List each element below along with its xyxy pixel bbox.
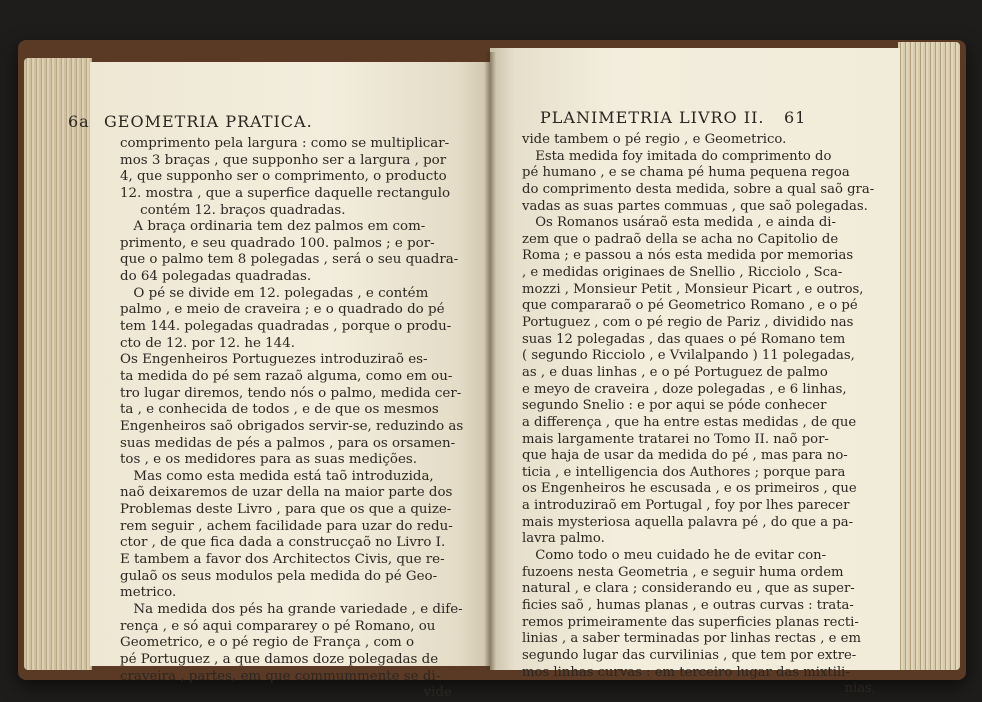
text-line: mozzi , Monsieur Petit , Monsieur Picart , e outros, bbox=[522, 281, 864, 297]
text-line: e meyo de craveira , doze polegadas , e 6 linhas, bbox=[522, 381, 847, 397]
text-line: Portuguez , com o pé regio de Pariz , dividido nas bbox=[522, 315, 854, 331]
text-line: suas medidas de pés a palmos , para os orsamen- bbox=[120, 435, 456, 451]
right-page-number: 61 bbox=[784, 108, 807, 127]
text-line: lavra palmo. bbox=[522, 531, 605, 547]
text-line: natural , e clara ; considerando eu , que as super- bbox=[522, 581, 855, 597]
book-gutter bbox=[484, 52, 496, 670]
text-line: gulaõ os seus modulos pela medida do pé Geo- bbox=[120, 568, 438, 584]
left-page-number: 6a bbox=[68, 112, 90, 131]
text-line: ctor , de que fica dada a construcçaõ no Livro I. bbox=[120, 535, 446, 551]
text-line: as , e duas linhas , e o pé Portuguez de palmo bbox=[522, 364, 828, 380]
text-line: mais largamente tratarei no Tomo II. naõ por- bbox=[522, 431, 829, 447]
text-line: Esta medida foy imitada do comprimento do bbox=[535, 148, 832, 164]
text-line: contém 12. braços quadradas. bbox=[140, 202, 346, 218]
text-line: E tambem a favor dos Architectos Civis, que re- bbox=[120, 552, 445, 568]
left-running-head: GEOMETRIA PRATICA. bbox=[104, 112, 313, 131]
text-line: ta , e conhecida de todos , e de que os mesmos bbox=[120, 402, 439, 418]
text-line: ticia , e intelligencia dos Authores ; porque para bbox=[522, 464, 846, 480]
text-line: pé Portuguez , a que damos doze polegadas de bbox=[120, 651, 439, 667]
text-line: Como todo o meu cuidado he de evitar con- bbox=[535, 548, 827, 564]
text-line: Problemas deste Livro , para que os que a quize- bbox=[120, 502, 452, 518]
text-line: Engenheiros saõ obrigados servir-se, reduzindo as bbox=[120, 418, 464, 434]
text-line: vide tambem o pé regio , e Geometrico. bbox=[522, 132, 787, 147]
text-line: , e medidas originaes de Snellio , Ricciolo , Sca- bbox=[522, 265, 843, 281]
text-line: zem que o padraõ della se acha no Capitolio de bbox=[522, 231, 839, 247]
text-line: Os Romanos usáraõ esta medida , e ainda di- bbox=[535, 215, 836, 231]
text-line: tem 144. polegadas quadradas , porque o produ- bbox=[120, 319, 452, 335]
text-line: do comprimento desta medida, sobre a qual saõ gra- bbox=[522, 181, 875, 197]
text-line: craveira , partes, em que commummente se di- bbox=[120, 668, 441, 684]
left-page-edges bbox=[24, 58, 92, 670]
text-line: Na medida dos pés ha grande variedade , e dife- bbox=[133, 601, 463, 617]
text-line: mos 3 braças , que supponho ser a largura , por bbox=[120, 152, 447, 168]
text-line: do 64 polegadas quadradas. bbox=[120, 269, 312, 285]
text-line: ficies saõ , humas planas , e outras curvas : trata- bbox=[522, 597, 854, 613]
text-line: que haja de usar da medida do pé , mas para no- bbox=[522, 448, 848, 464]
text-line: metrico. bbox=[120, 585, 177, 601]
text-line: A braça ordinaria tem dez palmos em com- bbox=[133, 219, 426, 235]
text-line: mos linhas curvas : em terceiro lugar das mixtili- bbox=[522, 664, 850, 680]
text-line: Geometrico, e o pé regio de França , com o bbox=[120, 635, 415, 651]
text-line: ( segundo Ricciolo , e Vvilalpando ) 11 polegadas, bbox=[522, 348, 855, 364]
text-line: remos primeiramente das superficies planas recti- bbox=[522, 614, 859, 630]
right-running-head: PLANIMETRIA LIVRO II. bbox=[540, 108, 765, 127]
catchword: nias, bbox=[844, 681, 876, 697]
text-line: que o palmo tem 8 polegadas , será o seu quadra- bbox=[120, 252, 459, 268]
left-page-text bbox=[120, 136, 470, 702]
text-line: comprimento pela largura : como se multiplicar- bbox=[120, 136, 450, 151]
text-line: os Engenheiros he escusada , e os primeiros , que bbox=[522, 481, 857, 497]
text-line: primento, e seu quadrado 100. palmos ; e por- bbox=[120, 235, 435, 251]
text-line: ta medida do pé sem razaõ alguma, como em ou- bbox=[120, 368, 453, 384]
text-line: rem seguir , achem facilidade para uzar do redu- bbox=[120, 518, 453, 534]
text-line: fuzoens nesta Geometria , e seguir huma ordem bbox=[522, 564, 844, 580]
text-line: O pé se divide em 12. polegadas , e contém bbox=[133, 285, 429, 301]
text-line: cto de 12. por 12. he 144. bbox=[120, 335, 295, 351]
text-line: naõ deixaremos de uzar della na maior parte dos bbox=[120, 485, 453, 501]
text-line: segundo lugar das curvilinias , que tem por extre- bbox=[522, 647, 857, 663]
right-page-text bbox=[522, 132, 882, 698]
text-line: Os Engenheiros Portuguezes introduziraõ es- bbox=[120, 352, 428, 368]
text-line: que compararaõ o pé Geometrico Romano , e o pé bbox=[522, 298, 858, 314]
text-line: Mas como esta medida está taõ introduzida, bbox=[133, 468, 434, 484]
text-line: rença , e só aqui compararey o pé Romano, ou bbox=[120, 618, 436, 634]
text-line: mais mysteriosa aquella palavra pé , do que a pa- bbox=[522, 514, 854, 530]
text-line: 4, que supponho ser o comprimento, o producto bbox=[120, 169, 447, 185]
text-line: palmo , e meio de craveira ; e o quadrado do pé bbox=[120, 302, 445, 318]
text-line: suas 12 polegadas , das quaes o pé Romano tem bbox=[522, 331, 846, 347]
right-page-edges bbox=[898, 42, 960, 670]
text-line: Roma ; e passou a nós esta medida por memorias bbox=[522, 248, 854, 264]
text-line: segundo Snelio : e por aqui se póde conhecer bbox=[522, 398, 827, 414]
text-line: vadas as suas partes commuas , que saõ polegadas. bbox=[522, 198, 868, 214]
text-line: a differença , que ha entre estas medidas , de que bbox=[522, 414, 857, 430]
text-line: tro lugar diremos, tendo nós o palmo, medida cer- bbox=[120, 385, 462, 401]
catchword: vide bbox=[423, 685, 452, 701]
text-line: linias , a saber terminadas por linhas rectas , e em bbox=[522, 631, 861, 647]
text-line: tos , e os medidores para as suas medições. bbox=[120, 452, 418, 468]
text-line: 12. mostra , que a superfice daquelle rectangulo bbox=[120, 185, 451, 201]
text-line: a introduziraõ em Portugal , foy por lhes parecer bbox=[522, 498, 850, 514]
text-line: pé humano , e se chama pé huma pequena regoa bbox=[522, 165, 850, 181]
